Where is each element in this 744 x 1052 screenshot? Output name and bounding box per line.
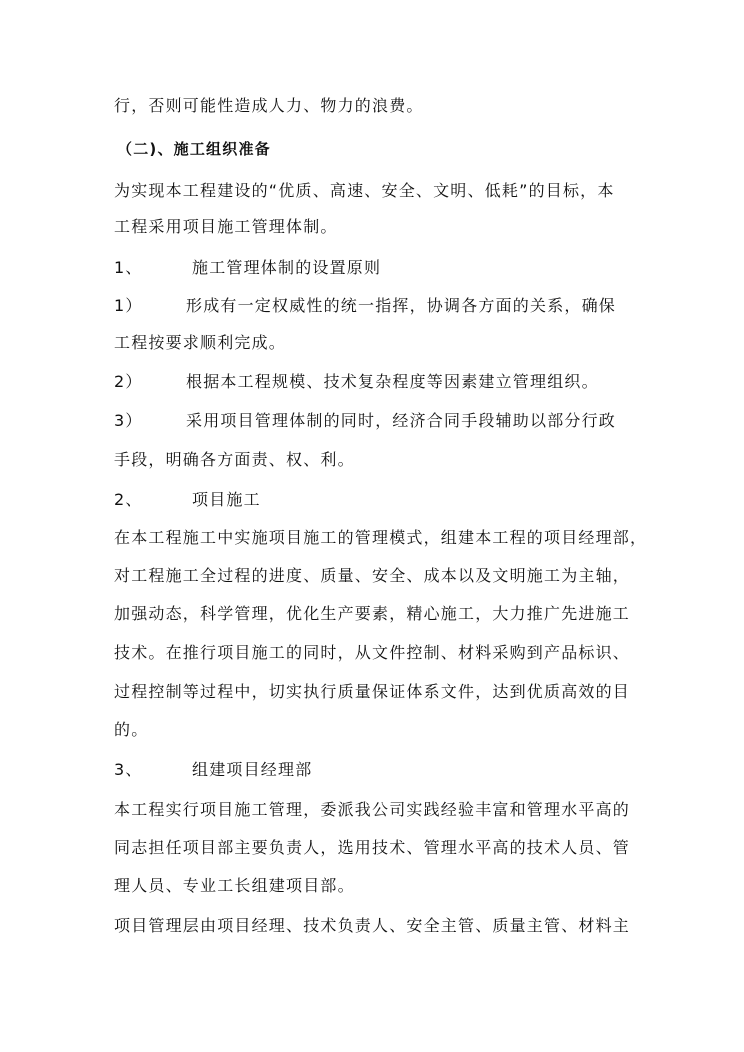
item-number: 1、 (114, 258, 143, 277)
item-number: 2、 (114, 490, 143, 509)
line-text: 手段，明确各方面责、权、利。 (114, 450, 355, 469)
text-line (114, 838, 630, 858)
text-line (114, 800, 630, 820)
text-line (114, 566, 630, 586)
text-line (114, 604, 630, 624)
numbered-item (114, 490, 261, 510)
line-text: 项目管理层由项目经理、技术负责人、安全主管、质量主管、材料主 (114, 916, 631, 935)
numbered-item (114, 372, 599, 392)
text-line (114, 181, 615, 201)
line-text: 在本工程施工中实施项目施工的管理模式，组建本工程的项目经理部， (114, 528, 648, 547)
item-text: 项目施工 (192, 490, 261, 509)
line-text: 为实现本工程建设的“优质、高速、安全、文明、低耗”的目标，本 (114, 181, 615, 200)
line-text: 本工程实行项目施工管理，委派我公司实践经验丰富和管理水平高的 (114, 800, 631, 819)
item-number: 3、 (114, 760, 143, 779)
numbered-item (114, 760, 312, 780)
heading-text: （二)、施工组织准备 (117, 140, 271, 158)
section-heading (117, 139, 271, 159)
text-line (114, 96, 424, 116)
item-number: 2） (114, 372, 143, 391)
item-number: 1） (114, 296, 143, 315)
text-line (114, 720, 148, 740)
text-line (114, 450, 355, 470)
text-line (114, 333, 286, 353)
item-text: 组建项目经理部 (192, 760, 313, 779)
item-text: 形成有一定权威性的统一指挥，协调各方面的关系，确保 (186, 296, 617, 315)
line-text: 理人员、专业工长组建项目部。 (114, 876, 355, 895)
line-text: 的。 (114, 720, 149, 739)
item-text: 根据本工程规模、技术复杂程度等因素建立管理组织。 (186, 372, 599, 391)
item-number: 3） (114, 411, 143, 430)
line-text: 加强动态，科学管理，优化生产要素，精心施工，大力推广先进施工 (114, 604, 631, 623)
text-line (114, 528, 647, 548)
numbered-item (114, 258, 381, 278)
numbered-item (114, 296, 616, 316)
line-text: 同志担任项目部主要负责人，选用技术、管理水平高的技术人员、管 (114, 838, 631, 857)
text-line (114, 876, 355, 896)
text-line (114, 643, 630, 663)
line-text: 工程按要求顺利完成。 (114, 333, 287, 352)
text-line (114, 217, 338, 237)
line-text: 技术。在推行项目施工的同时，从文件控制、材料采购到产品标识、 (114, 643, 631, 662)
text-line (114, 916, 630, 936)
numbered-item (114, 411, 616, 431)
line-text: 对工程施工全过程的进度、质量、安全、成本以及文明施工为主轴， (114, 566, 631, 585)
text-line (114, 682, 630, 702)
line-text: 工程采用项目施工管理体制。 (114, 217, 338, 236)
line-text: 过程控制等过程中，切实执行质量保证体系文件，达到优质高效的目 (114, 682, 631, 701)
item-text: 采用项目管理体制的同时，经济合同手段辅助以部分行政 (186, 411, 617, 430)
item-text: 施工管理体制的设置原则 (192, 258, 382, 277)
line-text: 行，否则可能性造成人力、物力的浪费。 (114, 96, 424, 115)
